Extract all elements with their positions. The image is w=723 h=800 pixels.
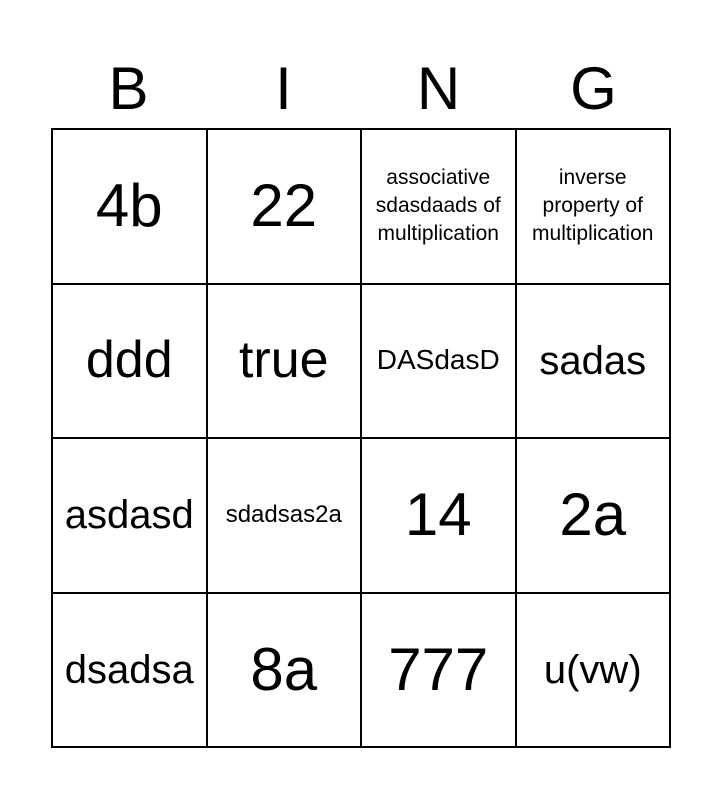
bingo-cell-r4c3[interactable] [362, 594, 517, 749]
bingo-cell-r1c3[interactable] [362, 130, 517, 285]
header-letter-n: N [416, 55, 461, 122]
cell-text: 8a [250, 635, 318, 703]
bingo-cell-r4c1[interactable] [53, 594, 208, 749]
bingo-cell-r3c1[interactable] [53, 439, 208, 594]
cell-text: true [238, 331, 329, 390]
bingo-cell-r3c2[interactable] [208, 439, 363, 594]
header-letter-b: B [108, 55, 149, 122]
cell-text: asdasd [64, 493, 194, 538]
cell-text: dsadsa [64, 647, 194, 692]
cell-text: 4b [95, 172, 163, 240]
bingo-board [51, 128, 671, 748]
bingo-header [51, 50, 671, 128]
bingo-cell-r2c3[interactable] [362, 285, 517, 440]
bingo-cell-r3c3[interactable] [362, 439, 517, 594]
cell-text: 22 [250, 172, 318, 240]
bingo-cell-r1c1[interactable] [53, 130, 208, 285]
cell-text: ddd [85, 331, 173, 390]
bingo-cell-r1c4[interactable] [517, 130, 672, 285]
header-letter-g: G [570, 55, 617, 122]
bingo-cell-r2c4[interactable] [517, 285, 672, 440]
bingo-cell-r2c2[interactable] [208, 285, 363, 440]
header-letter-i: I [275, 55, 292, 122]
cell-text: associative sdasdaads of multiplication [375, 166, 501, 246]
cell-text: u(vw) [543, 647, 642, 692]
cell-text: 14 [404, 481, 472, 549]
cell-text: 777 [388, 635, 489, 703]
bingo-cell-r3c4[interactable] [517, 439, 672, 594]
bingo-cell-r1c2[interactable] [208, 130, 363, 285]
bingo-cell-r2c1[interactable] [53, 285, 208, 440]
bingo-cell-r4c4[interactable] [517, 594, 672, 749]
cell-text: 2a [559, 481, 627, 549]
cell-text: DASdasD [376, 344, 500, 376]
cell-text: inverse property of multiplication [532, 166, 654, 246]
cell-text: sadas [539, 338, 647, 383]
bingo-cell-r4c2[interactable] [208, 594, 363, 749]
cell-text: sdadsas2a [225, 501, 342, 529]
